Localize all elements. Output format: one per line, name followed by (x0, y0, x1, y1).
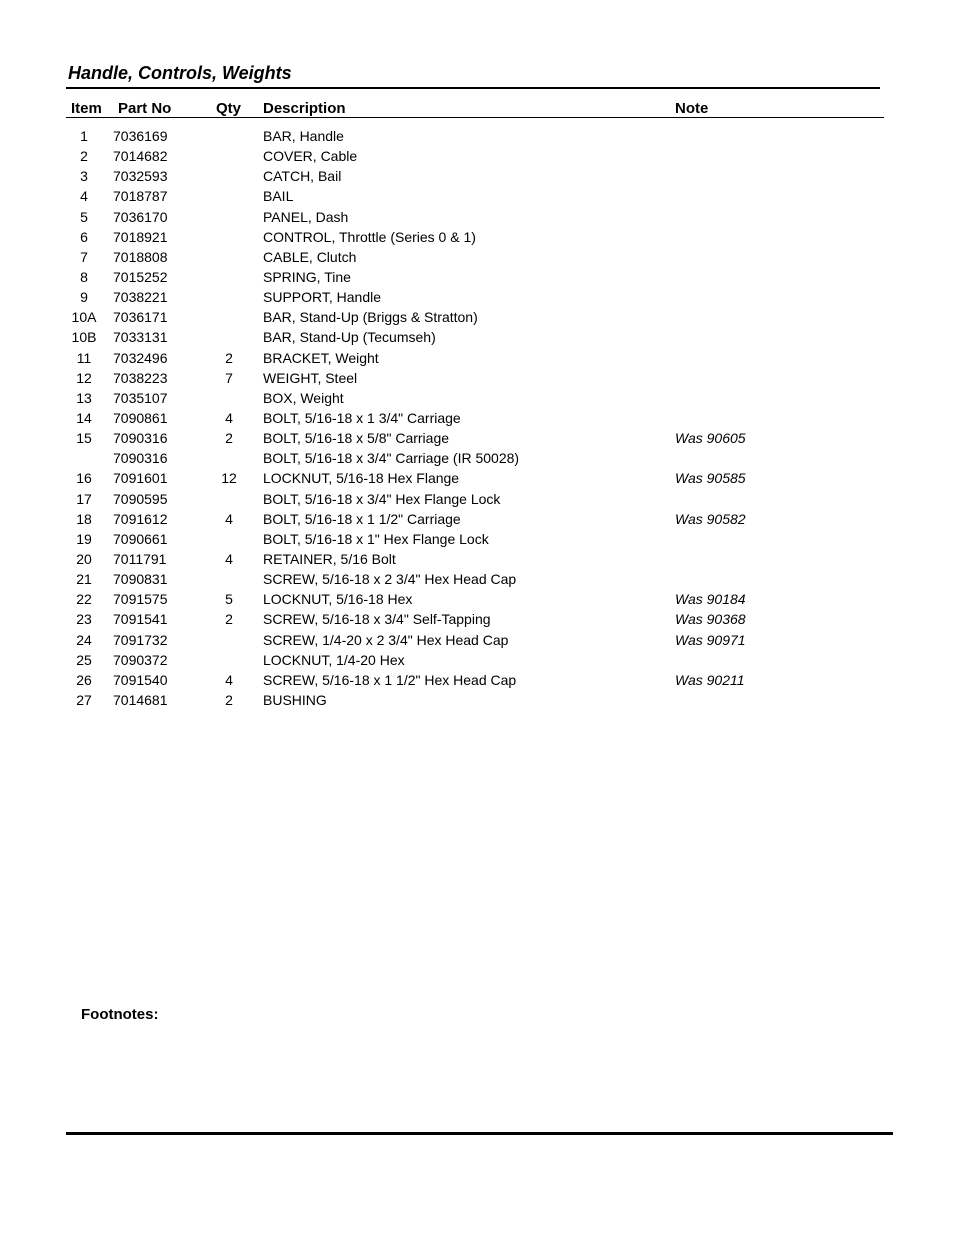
row-item: 26 (76, 671, 92, 688)
row-part-no: 7091732 (113, 631, 168, 648)
row-part-no: 7036171 (113, 309, 168, 326)
row-part-no: 7032593 (113, 168, 168, 185)
row-note: Was 90971 (675, 631, 746, 648)
row-item: 18 (76, 510, 92, 527)
row-description: SCREW, 5/16-18 x 2 3/4" Hex Head Cap (263, 571, 517, 588)
row-qty: 2 (225, 430, 233, 447)
row-part-no: 7090661 (113, 530, 168, 547)
footnotes-label: Footnotes: (81, 1006, 159, 1023)
row-item: 3 (80, 168, 88, 185)
row-part-no: 7090316 (113, 430, 168, 447)
row-item: 13 (76, 389, 92, 406)
row-item: 10B (71, 329, 97, 346)
row-part-no: 7090595 (113, 490, 168, 507)
row-item: 24 (76, 631, 92, 648)
row-part-no: 7015252 (113, 268, 168, 285)
row-part-no: 7018921 (113, 228, 168, 245)
row-item: 9 (80, 289, 88, 306)
row-description: BOLT, 5/16-18 x 5/8" Carriage (263, 430, 450, 447)
row-item: 2 (80, 148, 88, 165)
row-part-no: 7091541 (113, 611, 168, 628)
table-row (0, 348, 954, 368)
table-row (0, 569, 954, 589)
row-item: 19 (76, 530, 92, 547)
column-header-part-no: Part No (118, 100, 172, 117)
row-description: COVER, Cable (263, 148, 358, 165)
row-description: BAR, Stand-Up (Tecumseh) (263, 329, 436, 346)
row-note: Was 90605 (675, 430, 746, 447)
table-row (0, 448, 954, 468)
row-part-no: 7091575 (113, 591, 168, 608)
row-qty: 5 (225, 591, 233, 608)
row-item: 7 (80, 248, 88, 265)
row-item: 12 (76, 369, 92, 386)
row-part-no: 7036170 (113, 208, 168, 225)
row-description: SCREW, 5/16-18 x 1 1/2" Hex Head Cap (263, 671, 517, 688)
table-row (0, 287, 954, 307)
table-row (0, 630, 954, 650)
table-row (0, 227, 954, 247)
row-item: 23 (76, 611, 92, 628)
row-part-no: 7035107 (113, 389, 168, 406)
row-description: BOLT, 5/16-18 x 1" Hex Flange Lock (263, 530, 489, 547)
row-description: CONTROL, Throttle (Series 0 & 1) (263, 228, 476, 245)
row-item: 27 (76, 691, 92, 708)
row-description: BOLT, 5/16-18 x 3/4" Hex Flange Lock (263, 490, 501, 507)
table-row (0, 408, 954, 428)
table-row (0, 529, 954, 549)
row-item: 1 (80, 128, 88, 144)
row-item: 22 (76, 591, 92, 608)
row-description: LOCKNUT, 5/16-18 Hex Flange (263, 470, 460, 487)
table-row (0, 549, 954, 569)
bottom-divider (66, 1132, 893, 1135)
row-qty: 12 (221, 470, 237, 487)
table-row (0, 650, 954, 670)
row-description: BOLT, 5/16-18 x 3/4" Carriage (IR 50028) (263, 450, 520, 467)
table-row (0, 489, 954, 509)
table-row (0, 186, 954, 206)
row-item: 10A (71, 309, 97, 326)
table-row (0, 690, 954, 710)
row-part-no: 7018787 (113, 188, 168, 205)
row-note: Was 90585 (675, 470, 746, 487)
row-qty: 4 (225, 550, 233, 567)
parts-table (0, 126, 954, 710)
row-item: 11 (76, 349, 92, 366)
row-part-no: 7090861 (113, 409, 168, 426)
column-header-item: Item (71, 100, 102, 117)
row-part-no: 7018808 (113, 248, 168, 265)
table-row (0, 247, 954, 267)
row-description: BOLT, 5/16-18 x 1 3/4" Carriage (263, 409, 461, 426)
row-description: CABLE, Clutch (263, 248, 357, 265)
header-divider (66, 117, 884, 118)
row-part-no: 7090831 (113, 571, 168, 588)
row-description: BAR, Stand-Up (Briggs & Stratton) (263, 309, 478, 326)
row-part-no: 7033131 (113, 329, 168, 346)
table-row (0, 609, 954, 629)
table-row (0, 166, 954, 186)
row-part-no: 7014681 (113, 691, 168, 708)
row-item: 6 (80, 228, 88, 245)
row-note: Was 90211 (675, 671, 745, 688)
table-row (0, 388, 954, 408)
row-item: 14 (76, 409, 92, 426)
row-part-no: 7091540 (113, 671, 168, 688)
column-header-qty: Qty (216, 100, 242, 117)
row-item: 15 (76, 430, 92, 447)
title-divider (66, 87, 880, 89)
row-description: SCREW, 1/4-20 x 2 3/4" Hex Head Cap (263, 631, 509, 648)
row-item: 8 (80, 268, 88, 285)
row-description: LOCKNUT, 5/16-18 Hex (263, 591, 413, 608)
table-row (0, 327, 954, 347)
row-part-no: 7091612 (113, 510, 168, 527)
row-description: WEIGHT, Steel (263, 369, 358, 386)
row-note: Was 90184 (675, 591, 746, 608)
row-description: PANEL, Dash (263, 208, 349, 225)
row-item: 5 (80, 208, 88, 225)
row-description: LOCKNUT, 1/4-20 Hex (263, 651, 405, 668)
table-row (0, 589, 954, 609)
row-description: SUPPORT, Handle (263, 289, 382, 306)
table-row (0, 368, 954, 388)
row-item: 4 (80, 188, 88, 205)
column-header-description: Description (263, 100, 346, 117)
table-row (0, 509, 954, 529)
row-qty: 2 (225, 691, 233, 708)
row-part-no: 7090372 (113, 651, 168, 668)
row-qty: 4 (225, 409, 233, 426)
row-description: BAR, Handle (263, 128, 344, 144)
row-qty: 4 (225, 510, 233, 527)
row-item: 21 (76, 571, 92, 588)
row-description: RETAINER, 5/16 Bolt (263, 550, 396, 567)
row-qty: 4 (225, 671, 233, 688)
table-row (0, 670, 954, 690)
row-note: Was 90368 (675, 611, 746, 628)
row-description: BOX, Weight (263, 389, 344, 406)
row-part-no: 7014682 (113, 148, 168, 165)
row-item: 16 (76, 470, 92, 487)
row-part-no: 7038223 (113, 369, 168, 386)
table-row (0, 307, 954, 327)
row-description: BOLT, 5/16-18 x 1 1/2" Carriage (263, 510, 461, 527)
row-part-no: 7091601 (113, 470, 168, 487)
row-part-no: 7038221 (113, 289, 168, 306)
row-part-no: 7090316 (113, 450, 168, 467)
row-qty: 2 (225, 611, 233, 628)
row-part-no: 7036169 (113, 128, 168, 144)
row-description: BUSHING (263, 691, 327, 708)
page-title: Handle, Controls, Weights (68, 63, 292, 83)
table-row (0, 468, 954, 488)
row-qty: 2 (225, 349, 233, 366)
row-description: CATCH, Bail (263, 168, 342, 185)
row-description: BAIL (263, 188, 294, 205)
table-header (0, 100, 954, 118)
row-part-no: 7032496 (113, 349, 168, 366)
column-header-note: Note (675, 100, 709, 117)
row-note: Was 90582 (675, 510, 746, 527)
row-item: 25 (76, 651, 92, 668)
table-row (0, 126, 954, 146)
row-item: 17 (76, 490, 92, 507)
table-row (0, 207, 954, 227)
row-description: SCREW, 5/16-18 x 3/4" Self-Tapping (263, 611, 491, 628)
row-description: BRACKET, Weight (263, 349, 379, 366)
row-item: 20 (76, 550, 92, 567)
row-qty: 7 (225, 369, 233, 386)
row-part-no: 7011791 (113, 550, 167, 567)
table-row (0, 428, 954, 448)
table-row (0, 267, 954, 287)
table-row (0, 146, 954, 166)
row-description: SPRING, Tine (263, 268, 351, 285)
